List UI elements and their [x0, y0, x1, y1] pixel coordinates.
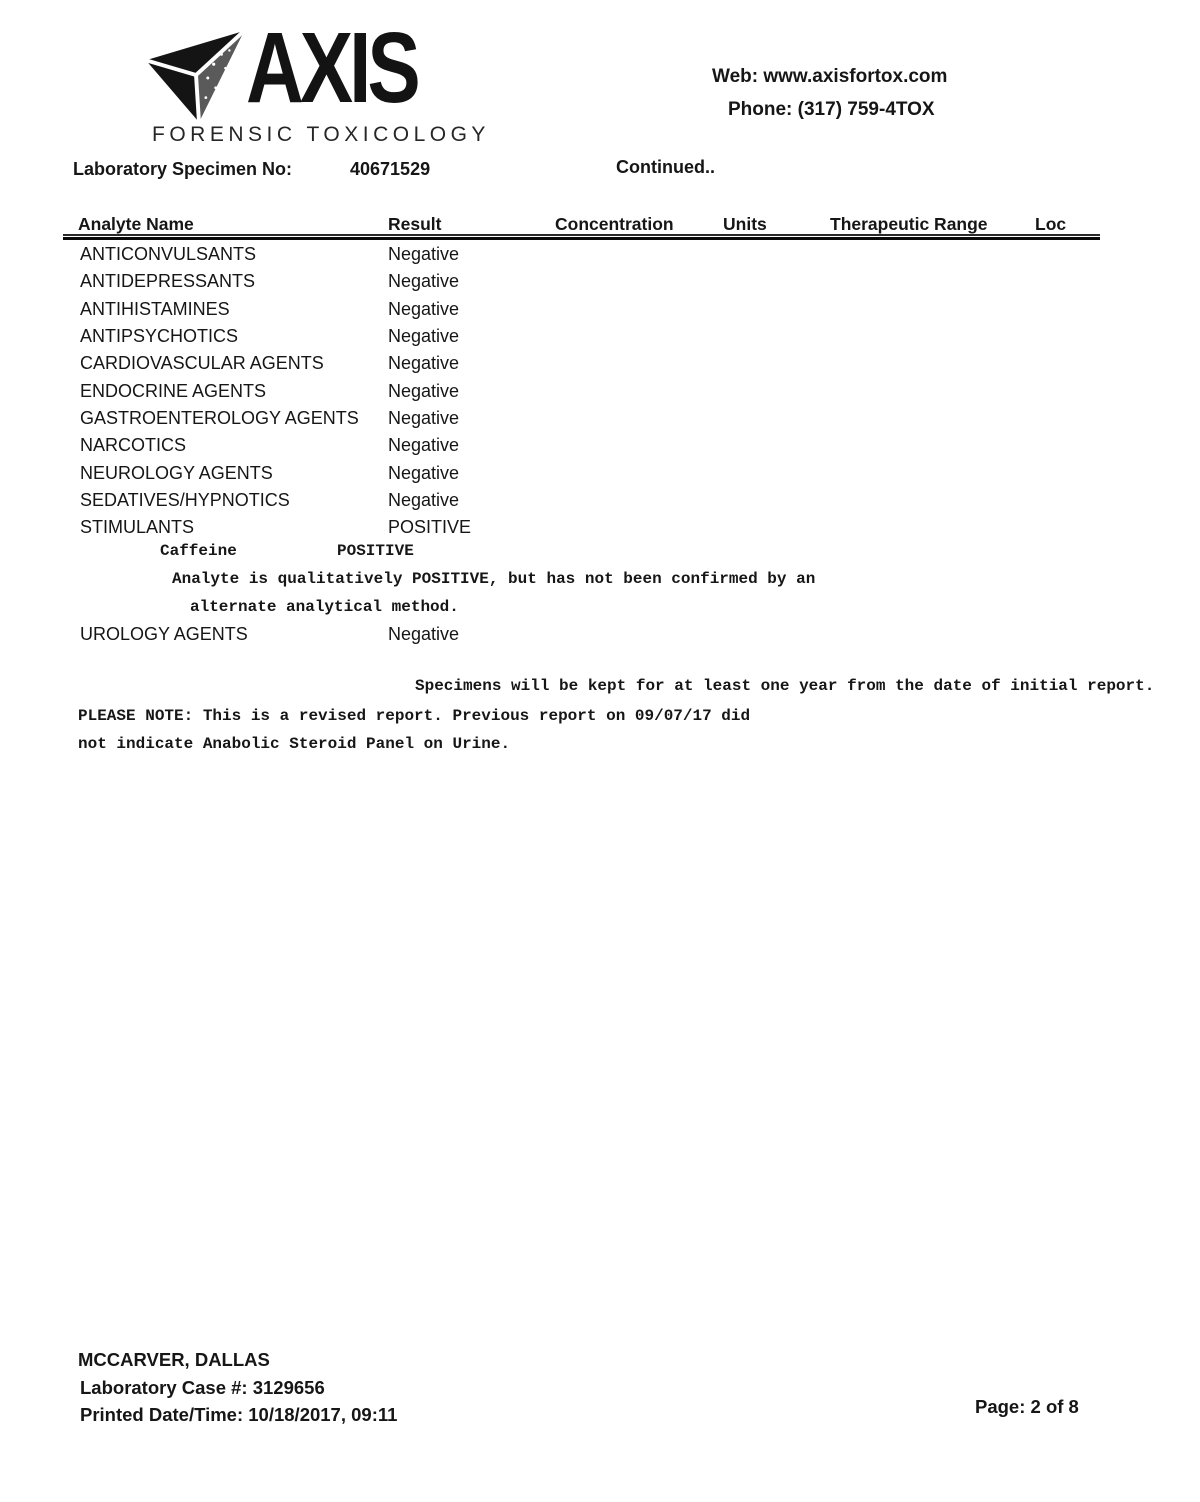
- analyte-result: Negative: [388, 380, 460, 401]
- analyte-name: ANTIHISTAMINES: [80, 298, 230, 319]
- analyte-name: UROLOGY AGENTS: [80, 624, 248, 645]
- table-row: [80, 268, 1120, 295]
- analyte-result: POSITIVE: [388, 517, 472, 538]
- column-header-concentration: Concentration: [555, 214, 674, 234]
- analyte-result: Negative: [388, 624, 460, 645]
- please-note-line2: not indicate Anabolic Steroid Panel on Urine.: [78, 735, 511, 753]
- analyte-result: Negative: [388, 271, 460, 292]
- please-note-line1: PLEASE NOTE: This is a revised report. Previous report on 09/07/17 did: [78, 707, 751, 725]
- analyte-name: NEUROLOGY AGENTS: [80, 462, 273, 483]
- laboratory-case-number: Laboratory Case #: 3129656: [80, 1377, 325, 1398]
- table-row: [80, 323, 1120, 350]
- sub-result-note-line2: alternate analytical method.: [190, 598, 459, 616]
- column-header-therapeutic-range: Therapeutic Range: [830, 214, 988, 234]
- specimen-number: 40671529: [350, 159, 431, 179]
- analyte-result: Negative: [388, 489, 460, 510]
- printed-date-time: Printed Date/Time: 10/18/2017, 09:11: [80, 1404, 398, 1425]
- table-row: [80, 621, 1120, 648]
- analyte-name: CARDIOVASCULAR AGENTS: [80, 353, 324, 374]
- page-number: Page: 2 of 8: [975, 1396, 1079, 1417]
- table-row: [80, 432, 1120, 459]
- table-row: [80, 459, 1120, 486]
- analyte-name: STIMULANTS: [80, 517, 195, 538]
- analyte-name: GASTROENTEROLOGY AGENTS: [80, 407, 359, 428]
- contact-web: Web: www.axisfortox.com: [712, 66, 948, 87]
- specimen-retention-note: Specimens will be kept for at least one year from the date of initial report.: [415, 677, 1155, 695]
- analyte-result: Negative: [388, 244, 460, 265]
- analyte-result: Negative: [388, 298, 460, 319]
- column-header-result: Result: [388, 214, 442, 234]
- table-row: [80, 241, 1120, 268]
- table-row: [80, 296, 1120, 323]
- analyte-result: Negative: [388, 462, 460, 483]
- table-row: [80, 514, 1120, 541]
- column-header-units: Units: [723, 214, 767, 234]
- analyte-name: ANTICONVULSANTS: [80, 244, 257, 265]
- analyte-name: ANTIPSYCHOTICS: [80, 326, 239, 347]
- analyte-result: Negative: [388, 407, 460, 428]
- table-row: [80, 350, 1120, 377]
- sub-result-note-line1: Analyte is qualitatively POSITIVE, but has not been confirmed by an: [172, 570, 816, 588]
- results-table-body: [80, 241, 1120, 541]
- sub-result-row: [160, 542, 414, 560]
- analyte-name: ENDOCRINE AGENTS: [80, 380, 267, 401]
- header-rule-thin: [63, 234, 1100, 236]
- analyte-result: Negative: [388, 326, 460, 347]
- column-header-loc: Loc: [1035, 214, 1067, 234]
- analyte-result: Negative: [388, 353, 460, 374]
- brand-tagline: FORENSIC TOXICOLOGY: [152, 123, 490, 146]
- table-row: [80, 405, 1120, 432]
- column-header-analyte-name: Analyte Name: [78, 214, 194, 234]
- analyte-name: SEDATIVES/HYPNOTICS: [80, 489, 290, 510]
- header-rule-thick: [63, 237, 1100, 240]
- contact-block: [712, 60, 947, 126]
- analyte-name: ANTIDEPRESSANTS: [80, 271, 256, 292]
- table-row: [80, 377, 1120, 404]
- brand-name: AXIS: [246, 12, 417, 124]
- continued-label: Continued..: [616, 157, 715, 177]
- table-header: [0, 214, 1200, 236]
- analyte-result: Negative: [388, 435, 460, 456]
- table-row: [80, 487, 1120, 514]
- axis-triangle-icon: [143, 26, 251, 126]
- sub-result-value: POSITIVE: [337, 542, 414, 560]
- contact-phone: Phone: (317) 759-4TOX: [728, 99, 935, 120]
- analyte-name: NARCOTICS: [80, 435, 187, 456]
- sub-result-name: Caffeine: [160, 542, 237, 560]
- specimen-label: Laboratory Specimen No:: [73, 159, 293, 179]
- patient-name: MCCARVER, DALLAS: [78, 1349, 270, 1370]
